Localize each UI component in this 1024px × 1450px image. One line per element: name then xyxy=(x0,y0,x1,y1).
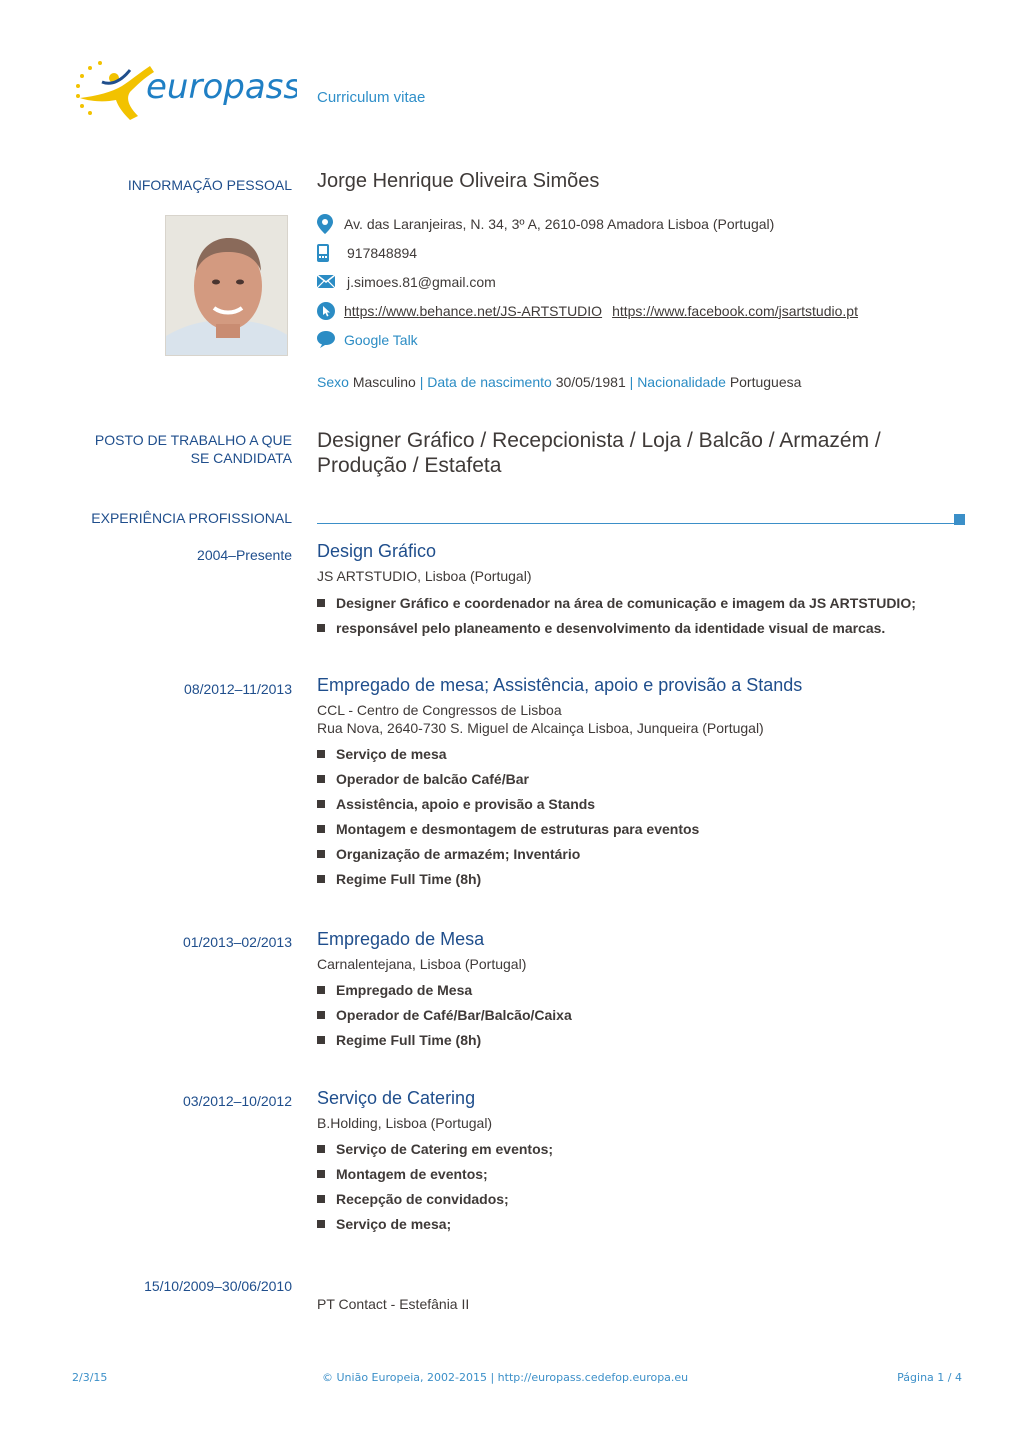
job-employer: PT Contact - Estefânia II xyxy=(317,1296,470,1312)
phone-text[interactable]: 917848894 xyxy=(347,244,418,261)
europass-logo-graphic xyxy=(72,56,297,126)
bullet-text: Operador de balcão Café/Bar xyxy=(336,770,529,787)
bullet-text: Designer Gráfico e coordenador na área de comunicação e imagem da JS ARTSTUDIO; xyxy=(336,594,916,611)
job-title: Design Gráfico xyxy=(317,541,437,561)
job-dates: 03/2012–10/2012 xyxy=(183,1093,292,1109)
bullet-square-icon xyxy=(317,1195,325,1203)
dob-label: Data de nascimento xyxy=(427,374,552,390)
bullet-square-icon xyxy=(317,800,325,808)
footer-date: 2/3/15 xyxy=(72,1371,108,1384)
profile-photo xyxy=(165,215,288,356)
bullet-text: Montagem e desmontagem de estruturas para eventos xyxy=(336,820,700,837)
bullet-square-icon xyxy=(317,1011,325,1019)
website-row xyxy=(317,296,997,325)
bullet-square-icon xyxy=(317,1220,325,1228)
sex-label: Sexo xyxy=(317,374,349,390)
list-item xyxy=(317,1136,997,1161)
bullet-text: Regime Full Time (8h) xyxy=(336,870,482,887)
bullet-text: Serviço de mesa xyxy=(336,745,447,762)
section-label-personal: INFORMAÇÃO PESSOAL xyxy=(127,177,292,193)
bullet-text: Empregado de Mesa xyxy=(336,981,473,998)
bullet-square-icon xyxy=(317,1145,325,1153)
footer-copyright[interactable]: © União Europeia, 2002-2015 | http://europass.cedefop.europa.eu xyxy=(322,1371,689,1384)
address-text: Av. das Laranjeiras, N. 34, 3º A, 2610-098 Amadora Lisboa (Portugal) xyxy=(344,215,775,232)
facebook-link[interactable]: https://www.facebook.com/jsartstudio.pt xyxy=(612,302,858,319)
location-pin-icon xyxy=(317,214,339,234)
job-employer: CCL - Centro de Congressos de Lisboa xyxy=(317,702,562,718)
list-item xyxy=(317,1211,997,1236)
list-item xyxy=(317,1186,997,1211)
sex-value: Masculino xyxy=(352,374,416,390)
phone-row xyxy=(317,238,997,267)
bullet-square-icon xyxy=(317,1036,325,1044)
job-entry xyxy=(317,929,997,1052)
job-entry xyxy=(317,541,997,640)
bullet-text: Operador de Café/Bar/Balcão/Caixa xyxy=(336,1006,572,1023)
email-text[interactable]: j.simoes.81@gmail.com xyxy=(347,273,496,290)
job-dates: 01/2013–02/2013 xyxy=(183,934,292,950)
nationality-label: Nacionalidade xyxy=(637,374,726,390)
bullet-square-icon xyxy=(317,850,325,858)
job-employer: B.Holding, Lisboa (Portugal) xyxy=(317,1115,493,1131)
job-employer: JS ARTSTUDIO, Lisboa (Portugal) xyxy=(317,568,532,584)
job-dates: 2004–Presente xyxy=(197,547,292,563)
footer-page-number: Página 1 / 4 xyxy=(897,1371,962,1384)
bullet-text: responsável pelo planeamento e desenvolvimento da identidade visual de marcas. xyxy=(336,619,886,636)
bullet-square-icon xyxy=(317,1170,325,1178)
mouse-cursor-icon xyxy=(317,301,339,321)
bullet-square-icon xyxy=(317,750,325,758)
list-item xyxy=(317,791,997,816)
list-item xyxy=(317,1027,997,1052)
list-item xyxy=(317,1002,997,1027)
envelope-icon xyxy=(317,272,339,292)
bullet-text: Recepção de convidados; xyxy=(336,1190,509,1207)
bullet-text: Organização de armazém; Inventário xyxy=(336,845,581,862)
bullet-text: Montagem de eventos; xyxy=(336,1165,488,1182)
list-item xyxy=(317,1161,997,1186)
photo-portrait xyxy=(166,216,288,356)
bullet-square-icon xyxy=(317,875,325,883)
contact-block xyxy=(317,209,997,354)
position-value: Designer Gráfico / Recepcionista / Loja / Balcão / Armazém / Produção / Estafeta xyxy=(317,429,881,477)
section-label-position xyxy=(95,431,292,467)
job-dates: 15/10/2009–30/06/2010 xyxy=(144,1278,292,1294)
im-text[interactable]: Google Talk xyxy=(344,331,418,348)
email-row xyxy=(317,267,997,296)
list-item xyxy=(317,866,997,891)
list-item xyxy=(317,977,997,1002)
bullet-square-icon xyxy=(317,986,325,994)
list-item xyxy=(317,841,997,866)
section-divider xyxy=(317,523,957,524)
person-name: Jorge Henrique Oliveira Simões xyxy=(317,170,600,192)
chat-bubble-icon xyxy=(317,330,339,350)
separator: | xyxy=(419,374,424,390)
nationality-value: Portuguesa xyxy=(729,374,802,390)
list-item xyxy=(317,816,997,841)
job-title: Serviço de Catering xyxy=(317,1088,476,1108)
dob-value: 30/05/1981 xyxy=(555,374,626,390)
job-employer: Carnalentejana, Lisboa (Portugal) xyxy=(317,956,527,972)
job-entry xyxy=(317,1088,997,1236)
job-dates: 08/2012–11/2013 xyxy=(184,681,292,697)
bullet-square-icon xyxy=(317,825,325,833)
svg-text:europass: europass xyxy=(146,67,297,107)
bullet-text: Assistência, apoio e provisão a Stands xyxy=(336,795,596,812)
position-label-line2: SE CANDIDATA xyxy=(190,450,292,466)
list-item xyxy=(317,590,997,615)
position-label-line1: POSTO DE TRABALHO A QUE xyxy=(94,432,292,448)
job-employer-address: Rua Nova, 2640-730 S. Miguel de Alcainça Lisboa, Junqueira (Portugal) xyxy=(317,720,764,736)
bullet-square-icon xyxy=(317,775,325,783)
list-item xyxy=(317,615,997,640)
address-row xyxy=(317,209,997,238)
list-item xyxy=(317,741,997,766)
bullet-text: Regime Full Time (8h) xyxy=(336,1031,482,1048)
bullet-square-icon xyxy=(317,599,325,607)
document-title: Curriculum vitae xyxy=(317,89,426,106)
personal-details-line xyxy=(317,374,801,390)
bullet-square-icon xyxy=(317,624,325,632)
section-label-experience: EXPERIÊNCIA PROFISSIONAL xyxy=(91,510,292,526)
section-divider-square xyxy=(954,514,965,525)
mobile-phone-icon xyxy=(317,243,339,263)
europass-logo xyxy=(72,56,297,126)
separator: | xyxy=(629,374,634,390)
job-title: Empregado de Mesa xyxy=(317,929,485,949)
list-item xyxy=(317,766,997,791)
bullet-text: Serviço de mesa; xyxy=(336,1215,452,1232)
bullet-text: Serviço de Catering em eventos; xyxy=(336,1140,554,1157)
job-entry xyxy=(317,675,997,891)
im-row xyxy=(317,325,997,354)
behance-link[interactable]: https://www.behance.net/JS-ARTSTUDIO xyxy=(344,302,603,319)
job-title: Empregado de mesa; Assistência, apoio e provisão a Stands xyxy=(317,675,803,695)
